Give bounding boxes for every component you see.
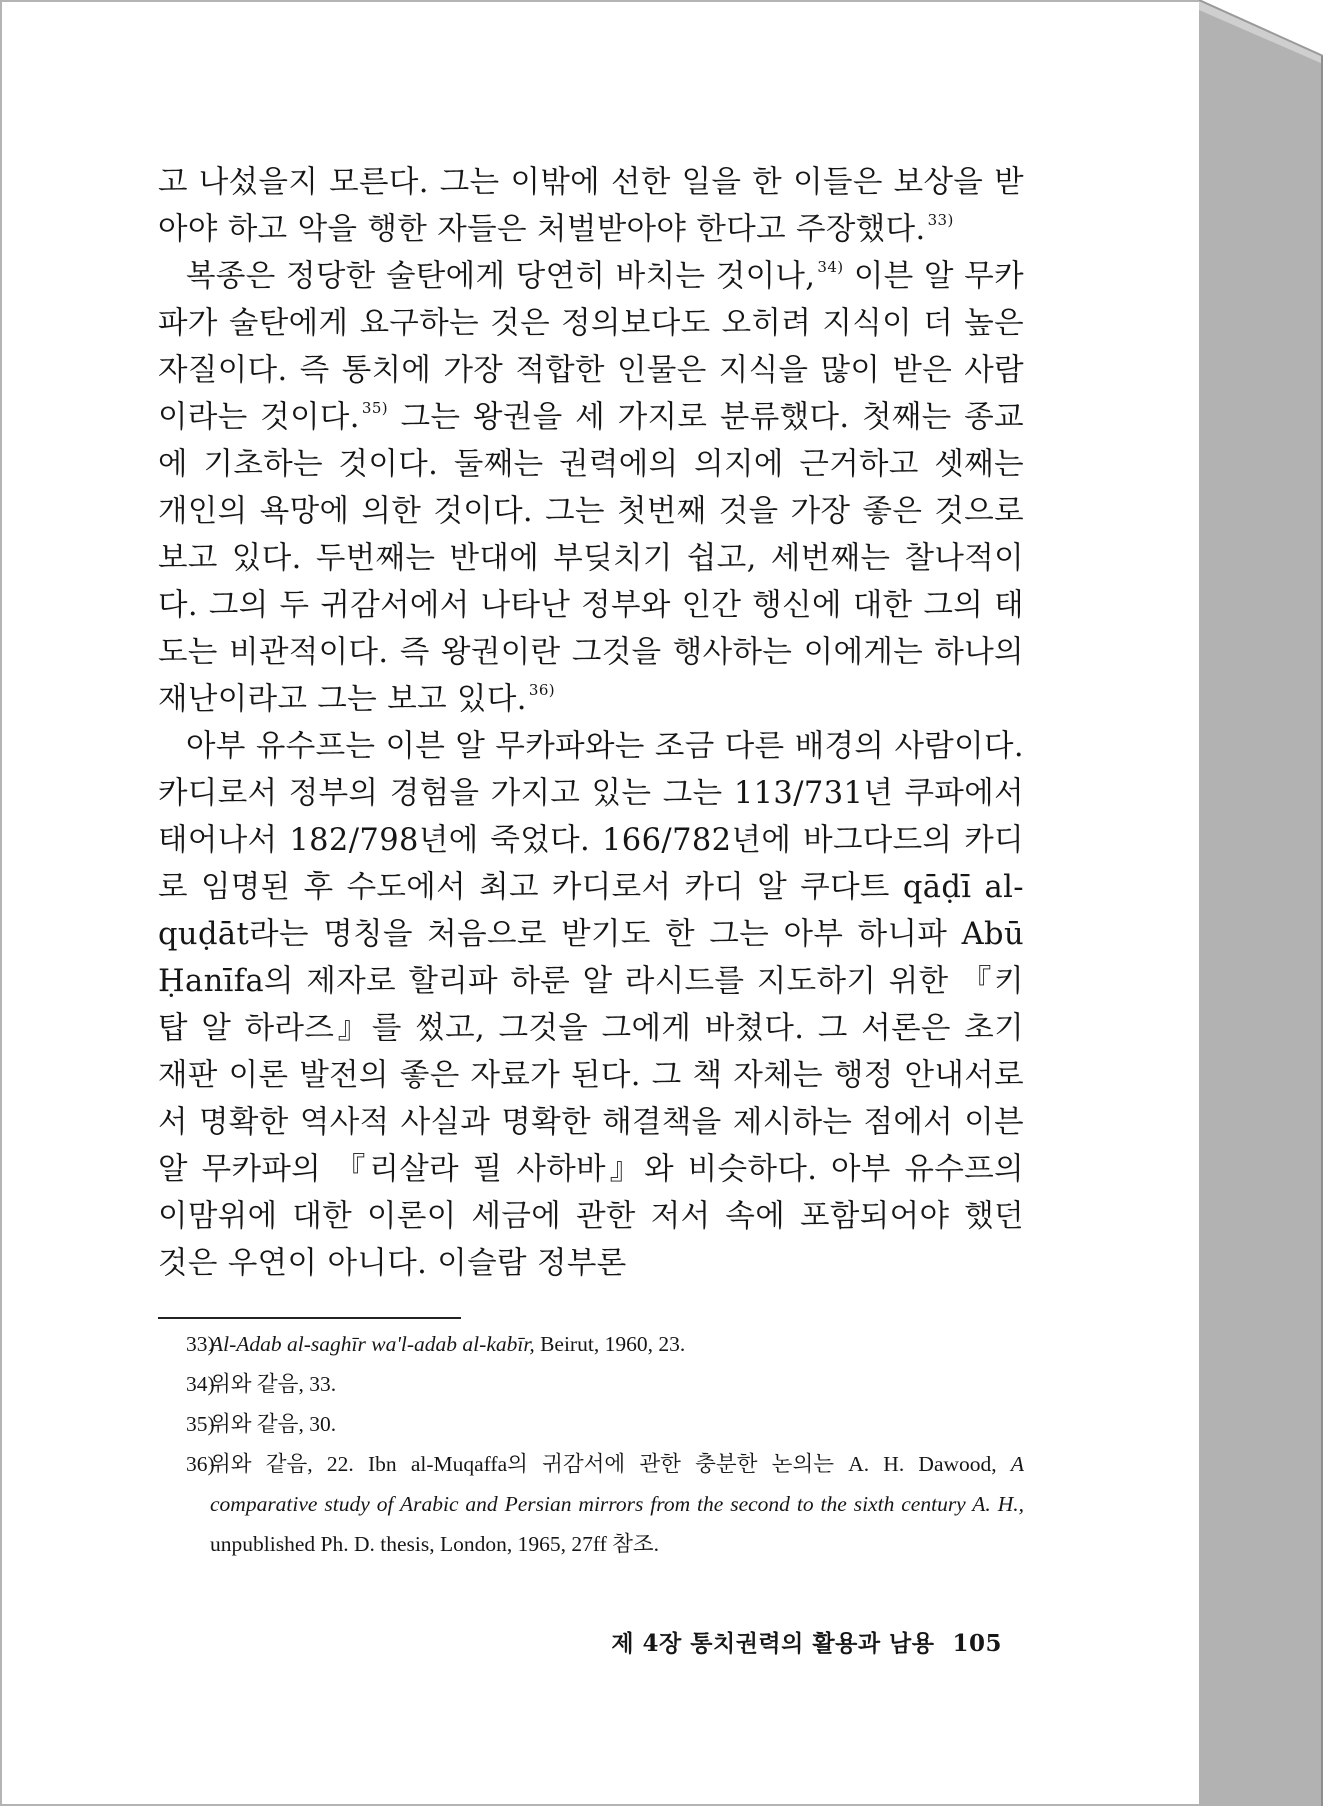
text-run: 위와 같음, 30. <box>210 1412 337 1436</box>
footnote-divider <box>158 1317 461 1319</box>
footnote-ref: 36) <box>528 681 556 699</box>
footnote-36 <box>186 1444 1024 1564</box>
text-run: 아부 유수프는 이븐 알 무카파와는 조금 다른 배경의 사람이다. 카디로서 정부의 경험을 가지고 있는 그는 113/731년 쿠파에서 태어나서 182/798년에 죽었다. 166/782년에 바그다드의 카디로 임명된 후 수도에서 최고 카디로서 카디 알 쿠다트 qāḍī al-quḍāt라는 명칭을 처음으로 받기도 한 그는 아부 하니파 Abū Ḥanīfa의 제자로 할리파 하룬 알 라시드를 지도하기 위한 『키탑 알 하라즈』를 썼고, 그것을 그에게 바쳤다. 그 서론은 초기 재판 이론 발전의 좋은 자료가 된다. 그 책 자체는 행정 안내서로서 명확한 역사적 사실과 명확한 해결책을 제시하는 점에서 이븐 알 무카파의 『리살라 필 사하바』와 비슷하다. 아부 유수프의 이맘위에 대한 이론이 세금에 관한 저서 속에 포함되어야 했던 것은 우연이 아니다. 이슬람 정부론 <box>158 729 1024 1281</box>
footnote-ref: 33) <box>927 211 954 229</box>
running-footer <box>582 1625 1002 1658</box>
text-run: 고 나섰을지 모른다. 그는 이밖에 선한 일을 한 이들은 보상을 받아야 하고 악을 행한 자들은 처벌받아야 한다고 주장했다. <box>158 165 1024 247</box>
text-run: Beirut, 1960, 23. <box>534 1332 686 1356</box>
text-run: 복종은 정당한 술탄에게 당연히 바치는 것이나, <box>186 259 816 294</box>
book-side-edge <box>1199 0 1323 1806</box>
paragraph-3 <box>158 723 1024 1287</box>
text-run: 이븐 알 무카파가 술탄에게 요구하는 것은 정의보다도 오히려 지식이 더 높은 자질이다. 즉 통치에 가장 적합한 인물은 지식을 많이 받은 사람이라는 것이다. <box>158 259 1025 435</box>
footnote-number: 35) <box>186 1412 215 1436</box>
footnote-33 <box>186 1324 1024 1364</box>
paragraph-1 <box>158 159 1024 253</box>
footnote-text <box>210 1404 1024 1444</box>
footnote-text <box>210 1324 1024 1364</box>
footnote-text <box>210 1364 1024 1404</box>
page-number: 105 <box>952 1630 1002 1657</box>
text-run: 위와 같음, 33. <box>210 1372 337 1396</box>
footnote-number: 36) <box>186 1452 215 1476</box>
italic-text: A comparative study of Arabic and Persian mirrors from the second to the sixth century A. H., <box>210 1452 1024 1516</box>
chapter-title: 제 4장 통치권력의 활용과 남용 <box>611 1630 935 1657</box>
footnote-ref: 35) <box>361 399 389 417</box>
footnote-number: 33) <box>186 1332 215 1356</box>
footnote-35 <box>186 1404 1024 1444</box>
text-run: 위와 같음, 22. Ibn al-Muqaffa의 귀감서에 관한 충분한 논의는 A. H. Dawood, <box>210 1452 1011 1476</box>
footnote-number: 34) <box>186 1372 215 1396</box>
text-run: 그는 왕권을 세 가지로 분류했다. 첫째는 종교에 기초하는 것이다. 둘째는 권력에의 의지에 근거하고 셋째는 개인의 욕망에 의한 것이다. 그는 첫번째 것을 가장 좋은 것으로 보고 있다. 두번째는 반대에 부딪치기 쉽고, 세번째는 찰나적이다. 그의 두 귀감서에서 나타난 정부와 인간 행신에 대한 그의 태도는 비관적이다. 즉 왕권이란 그것을 행사하는 이에게는 하나의 재난이라고 그는 보고 있다. <box>158 400 1025 717</box>
footnote-ref: 34) <box>817 258 844 276</box>
footnotes <box>186 1324 1024 1564</box>
body-text <box>158 159 1024 1287</box>
footnote-34 <box>186 1364 1024 1404</box>
italic-text: Al-Adab al-saghīr wa'l-adab al-kabīr, <box>210 1332 535 1356</box>
paragraph-2 <box>158 253 1024 723</box>
text-run: unpublished Ph. D. thesis, London, 1965, 27ff 참조. <box>210 1532 660 1556</box>
footnote-text <box>210 1444 1024 1564</box>
